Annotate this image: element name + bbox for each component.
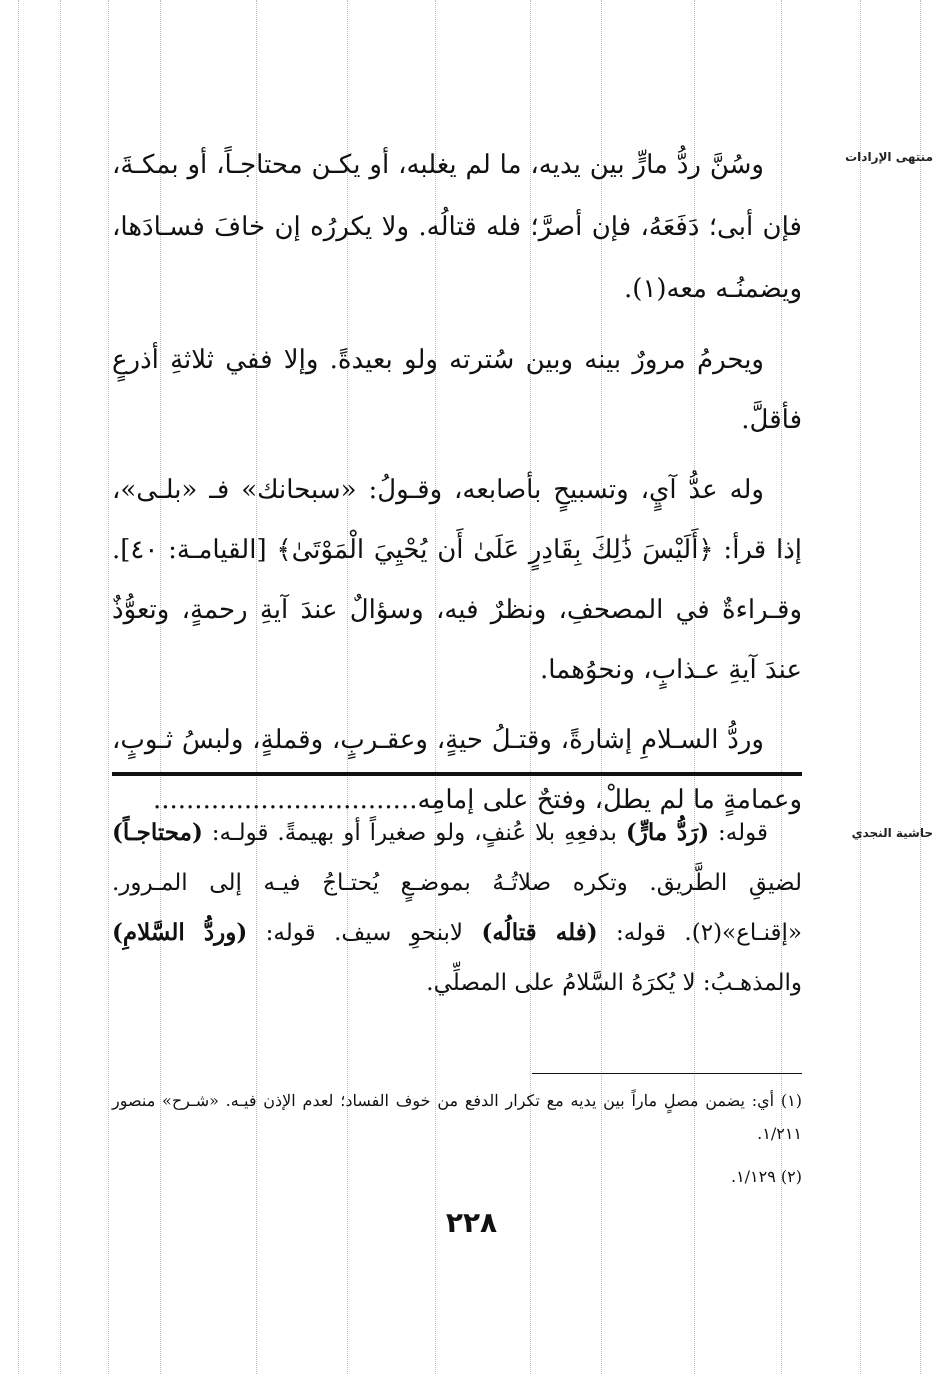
gloss-text-span: بدفعِهِ بلا عُنفٍ، ولو صغيراً أو بهيمةً. قولـه: <box>202 820 626 846</box>
page-number: ٢٢٨ <box>445 1206 498 1239</box>
paragraph: ويحرمُ مرورٌ بينه وبين سُترته ولو بعيدةً. وإلا ففي ثلاثةِ أذرعٍ فأقلَّ. <box>112 345 802 435</box>
gloss-keyword: (فله قتالُه) <box>481 919 598 946</box>
gloss-text-span: والمذهـبُ: لا يُكرَهُ السَّلامُ على المصلِّي. <box>426 970 802 996</box>
gloss-text <box>112 808 802 1008</box>
paragraph: وسُنَّ ردُّ مارٍّ بين يديه، ما لم يغلبه، أو يكـن محتاجـاً، أو بمكـةَ، فإن أبى؛ دَفَعَهُ، فإن أصرَّ؛ فله قتالُه. ولا يكررُه إن خافَ فسـادَها، ويضمنُـه معه(١). <box>112 150 802 304</box>
paragraph: وله عدُّ آيٍ، وتسبيحٍ بأصابعه، وقـولُ: «سبحانك» فـ «بلـى»، إذا قرأ: ﴿أَلَيْسَ ذَٰلِكَ بِقَادِرٍ عَلَىٰ أَن يُحْيِيَ الْمَوْتَىٰ﴾ [القيامـة: ٤٠]. وقـراءةٌ في المصحفِ، ونظرٌ فيه، وسؤالٌ عندَ آيةِ رحمةٍ، وتعوُّذٌ عندَ آيةِ عـذابٍ، ونحوُهما. <box>112 475 802 685</box>
gloss-text-span: لضيقِ الطَّريق. وتكره صلاتُـهُ بموضـعٍ يُحتـاجُ فيـه إلى المـرور. «إقنـاع»(٢). قوله: <box>112 870 802 946</box>
gloss-keyword: (رَدُّ مارٍّ) <box>625 819 710 846</box>
gloss-text-span: لابنحوِ سيف. قوله: <box>247 920 482 946</box>
separator-rule <box>112 772 802 776</box>
footnotes <box>112 1084 802 1203</box>
gloss-keyword: (وردُّ السَّلامِ) <box>112 919 248 946</box>
footnote: (٢) ١/١٢٩. <box>730 1167 802 1186</box>
footnote: (١) أي: يضمن مصلٍ ماراً بين يديه مع تكرار الدفع من خوف الفساد؛ لعدم الإذن فيـه. «شـرح» منصور ١/٢١١. <box>112 1091 802 1143</box>
gloss-paragraph <box>112 808 802 1008</box>
guide-line <box>108 0 109 1374</box>
gloss-text-span: قوله: <box>709 820 768 846</box>
paragraph-text: وردُّ السـلامِ إشارةً، وقتـلُ حيةٍ، وعقـربٍ، وقملةٍ، ولبسُ ثـوبٍ، وعمامةٍ ما لم يطلْ، وفتحٌ على إمامِه <box>112 725 802 815</box>
dotted-leader: ................................ <box>152 785 418 815</box>
guide-line <box>860 0 861 1374</box>
guide-line <box>18 0 19 1374</box>
margin-label-gloss: حاشية النجدي <box>851 826 933 840</box>
guide-line <box>60 0 61 1374</box>
main-text <box>112 134 802 840</box>
guide-line <box>920 0 921 1374</box>
gloss-keyword: (محتاجـاً) <box>112 819 203 846</box>
footnote-rule <box>532 1073 802 1074</box>
margin-label-main: منتهى الإرادات <box>845 150 933 164</box>
